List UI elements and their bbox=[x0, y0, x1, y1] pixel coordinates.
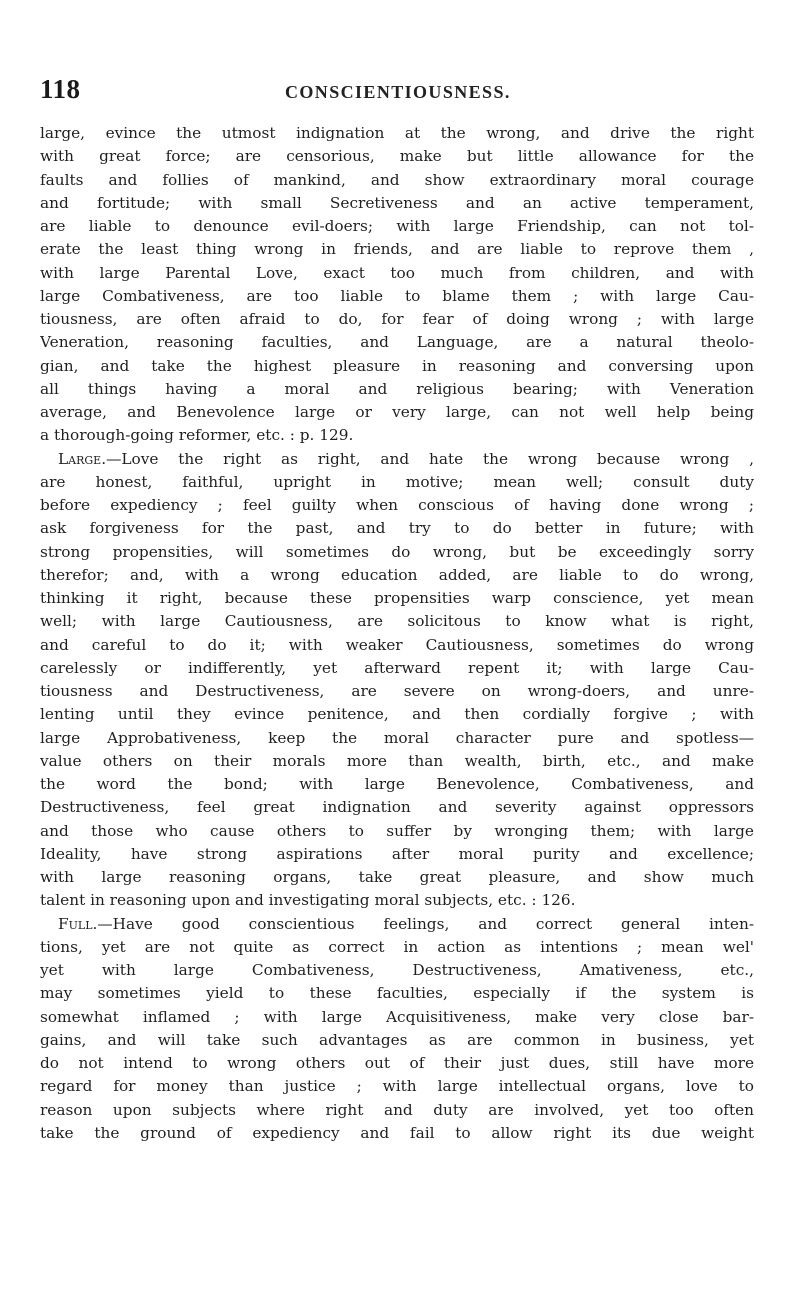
text-line: and careful to do it; with weaker Cautiousness, sometimes do wrong bbox=[40, 635, 754, 654]
text-line: with great force; are censorious, make but little allowance for the bbox=[40, 147, 754, 166]
text-line-lead bbox=[40, 913, 754, 936]
text-line: with large Parental Love, exact too much from children, and with bbox=[40, 263, 754, 282]
text-line: Ideality, have strong aspirations after moral purity and excellence; bbox=[40, 844, 754, 863]
text-line: Destructiveness, feel great indignation and severity against oppressors bbox=[40, 798, 754, 817]
text-line: yet with large Combativeness, Destructiveness, Amativeness, etc., bbox=[40, 961, 754, 979]
page-header bbox=[40, 74, 780, 108]
paragraph-full bbox=[40, 913, 754, 1146]
text-line: before expediency ; feel guilty when conscious of having done wrong ; bbox=[40, 496, 754, 514]
paragraph-large bbox=[40, 448, 754, 913]
paragraph-continuation bbox=[40, 122, 754, 448]
text-line: all things having a moral and religious bearing; with Veneration bbox=[40, 379, 754, 398]
text-line: regard for money than justice ; with large intellectual organs, love to bbox=[40, 1077, 754, 1096]
text-line: reason upon subjects where right and duty are involved, yet too often bbox=[40, 1100, 754, 1119]
text-line: lenting until they evince penitence, and then cordially forgive ; with bbox=[40, 705, 754, 724]
page-number: 118 bbox=[40, 74, 81, 104]
text-line: tions, yet are not quite as correct in action as intentions ; mean wel' bbox=[40, 937, 754, 956]
text-line: ask forgiveness for the past, and try to do better in future; with bbox=[40, 519, 754, 538]
text-line: Veneration, reasoning faculties, and Language, are a natural theolo- bbox=[40, 333, 754, 352]
text-line: carelessly or indifferently, yet afterward repent it; with large Cau- bbox=[40, 658, 754, 677]
text-line: thinking it right, because these propensities warp conscience, yet mean bbox=[40, 589, 754, 607]
text-line: are honest, faithful, upright in motive; mean well; consult duty bbox=[40, 472, 754, 491]
text-line: tiousness, are often afraid to do, for fear of doing wrong ; with large bbox=[40, 310, 754, 328]
text-line: —Love the right as right, and hate the wrong because wrong , bbox=[106, 449, 754, 468]
text-line: strong propensities, will sometimes do wrong, but be exceedingly sorry bbox=[40, 542, 754, 561]
text-line: do not intend to wrong others out of their just dues, still have more bbox=[40, 1054, 754, 1072]
text-line: a thorough-going reformer, etc. : p. 129. bbox=[40, 426, 354, 445]
text-line: therefor; and, with a wrong education added, are liable to do wrong, bbox=[40, 565, 754, 584]
text-line: and fortitude; with small Secretiveness and an active temperament, bbox=[40, 193, 754, 212]
text-line: the word the bond; with large Benevolence, Combativeness, and bbox=[40, 775, 754, 793]
text-line: are liable to denounce evil-doers; with large Friendship, can not tol- bbox=[40, 217, 754, 235]
text-line-lead bbox=[40, 448, 754, 471]
section-lead-full: Full. bbox=[58, 914, 98, 933]
text-line: tiousness and Destructiveness, are severe on wrong-doers, and unre- bbox=[40, 682, 754, 700]
text-line: talent in reasoning upon and investigating moral subjects, etc. : 126. bbox=[40, 891, 576, 910]
text-line: average, and Benevolence large or very large, can not well help being bbox=[40, 403, 754, 421]
running-title: CONSCIENTIOUSNESS. bbox=[285, 82, 511, 102]
text-line: erate the least thing wrong in friends, and are liable to reprove them , bbox=[40, 240, 754, 259]
text-line: take the ground of expediency and fail to allow right its due weight bbox=[40, 1123, 754, 1142]
text-line: large Approbativeness, keep the moral character pure and spotless— bbox=[40, 728, 754, 747]
text-line: and those who cause others to suffer by wronging them; with large bbox=[40, 821, 754, 840]
text-line: somewhat inflamed ; with large Acquisitiveness, make very close bar- bbox=[40, 1007, 754, 1026]
text-line: well; with large Cautiousness, are solicitous to know what is right, bbox=[40, 612, 754, 631]
text-line: large, evince the utmost indignation at the wrong, and drive the right bbox=[40, 124, 754, 142]
text-line: large Combativeness, are too liable to blame them ; with large Cau- bbox=[40, 286, 754, 305]
section-lead-large: Large. bbox=[58, 449, 107, 468]
text-line: gains, and will take such advantages as are common in business, yet bbox=[40, 1030, 754, 1049]
text-line: with large reasoning organs, take great pleasure, and show much bbox=[40, 868, 754, 886]
text-line: may sometimes yield to these faculties, especially if the system is bbox=[40, 984, 754, 1003]
body-text bbox=[40, 122, 754, 1145]
text-line: faults and follies of mankind, and show extraordinary moral courage bbox=[40, 170, 754, 189]
text-line: gian, and take the highest pleasure in reasoning and conversing upon bbox=[40, 356, 754, 375]
text-line: value others on their morals more than wealth, birth, etc., and make bbox=[40, 751, 754, 770]
text-line: —Have good conscientious feelings, and correct general inten- bbox=[97, 914, 754, 933]
